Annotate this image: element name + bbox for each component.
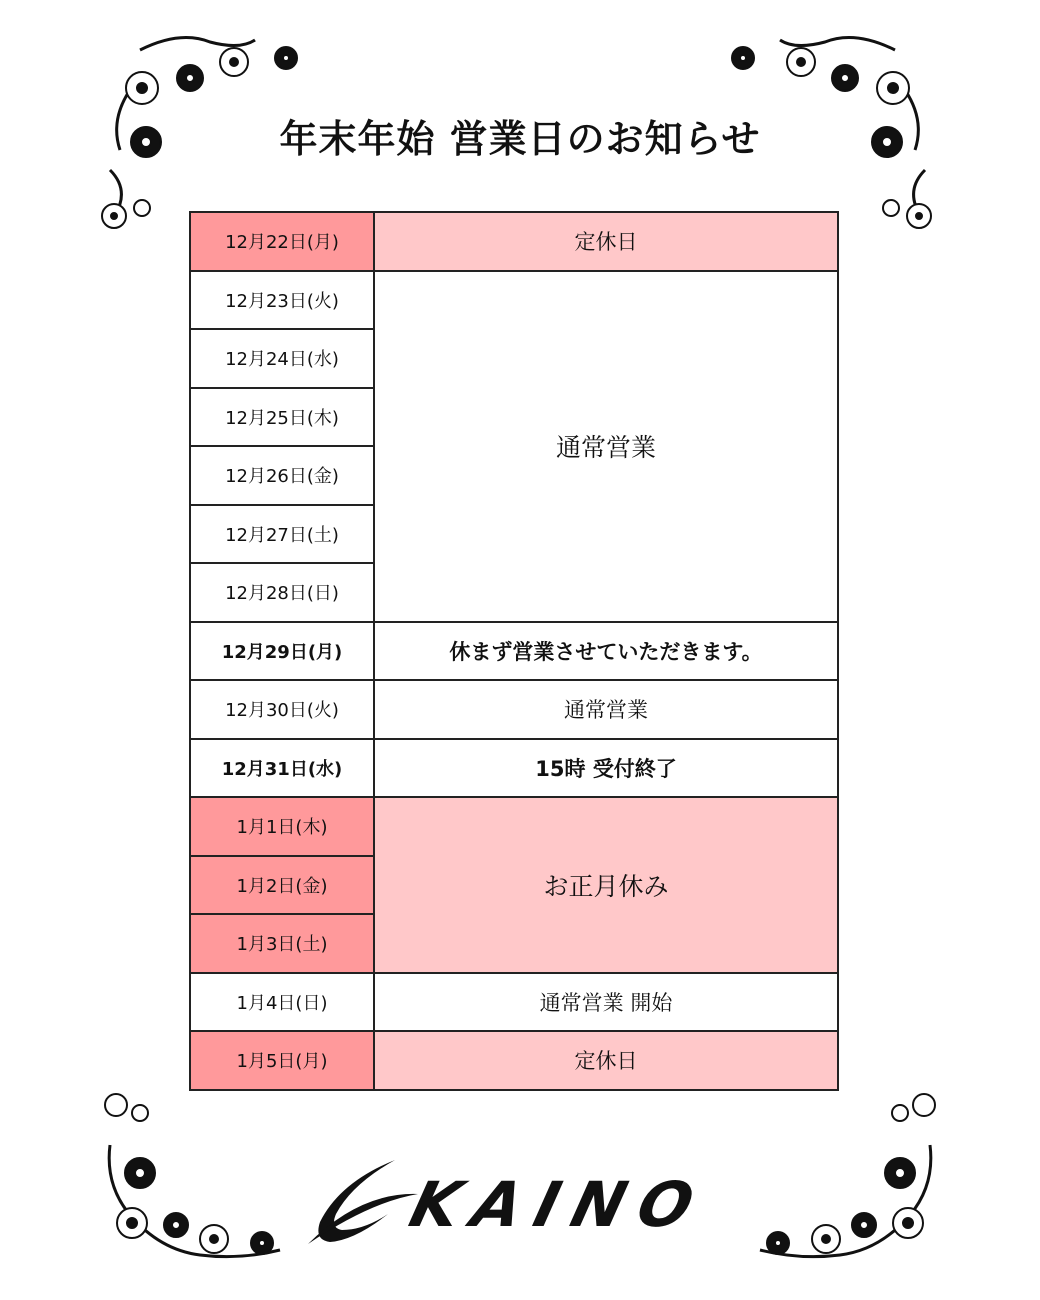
- date-cell: 1月2日(金): [190, 856, 374, 915]
- status-cell: 定休日: [374, 212, 838, 271]
- table-row: [190, 1031, 838, 1090]
- status-cell: 通常営業: [374, 680, 838, 739]
- date-cell: 12月26日(金): [190, 446, 374, 505]
- status-cell: 休まず営業させていただきます。: [374, 622, 838, 681]
- floral-decoration-bottom-right: [730, 1085, 950, 1285]
- date-cell: 12月23日(火): [190, 271, 374, 330]
- date-cell: 12月27日(土): [190, 505, 374, 564]
- date-cell: 12月24日(水): [190, 329, 374, 388]
- status-cell: 15時 受付終了: [374, 739, 838, 798]
- date-cell: 12月25日(木): [190, 388, 374, 447]
- date-cell: 1月1日(木): [190, 797, 374, 856]
- status-cell: お正月休み: [374, 797, 838, 973]
- date-cell: 1月5日(月): [190, 1031, 374, 1090]
- kaino-logo-text: KAINO: [402, 1168, 715, 1241]
- status-cell: 定休日: [374, 1031, 838, 1090]
- page-title: 年末年始 営業日のお知らせ: [279, 117, 761, 161]
- table-row: [190, 271, 838, 330]
- table-row: [190, 797, 838, 856]
- table-row: [190, 622, 838, 681]
- status-cell: 通常営業: [374, 271, 838, 622]
- date-cell: 12月28日(日): [190, 563, 374, 622]
- date-cell: 12月30日(火): [190, 680, 374, 739]
- schedule-table: [189, 211, 839, 1091]
- kaino-logo-mark-icon: [300, 1152, 420, 1252]
- date-cell: 12月22日(月): [190, 212, 374, 271]
- status-cell: 通常営業 開始: [374, 973, 838, 1032]
- date-cell: 12月31日(水): [190, 739, 374, 798]
- floral-decoration-bottom-left: [90, 1085, 310, 1285]
- table-row: [190, 973, 838, 1032]
- table-row: [190, 680, 838, 739]
- date-cell: 1月4日(日): [190, 973, 374, 1032]
- date-cell: 12月29日(月): [190, 622, 374, 681]
- date-cell: 1月3日(土): [190, 914, 374, 973]
- table-row: [190, 739, 838, 798]
- table-row: [190, 212, 838, 271]
